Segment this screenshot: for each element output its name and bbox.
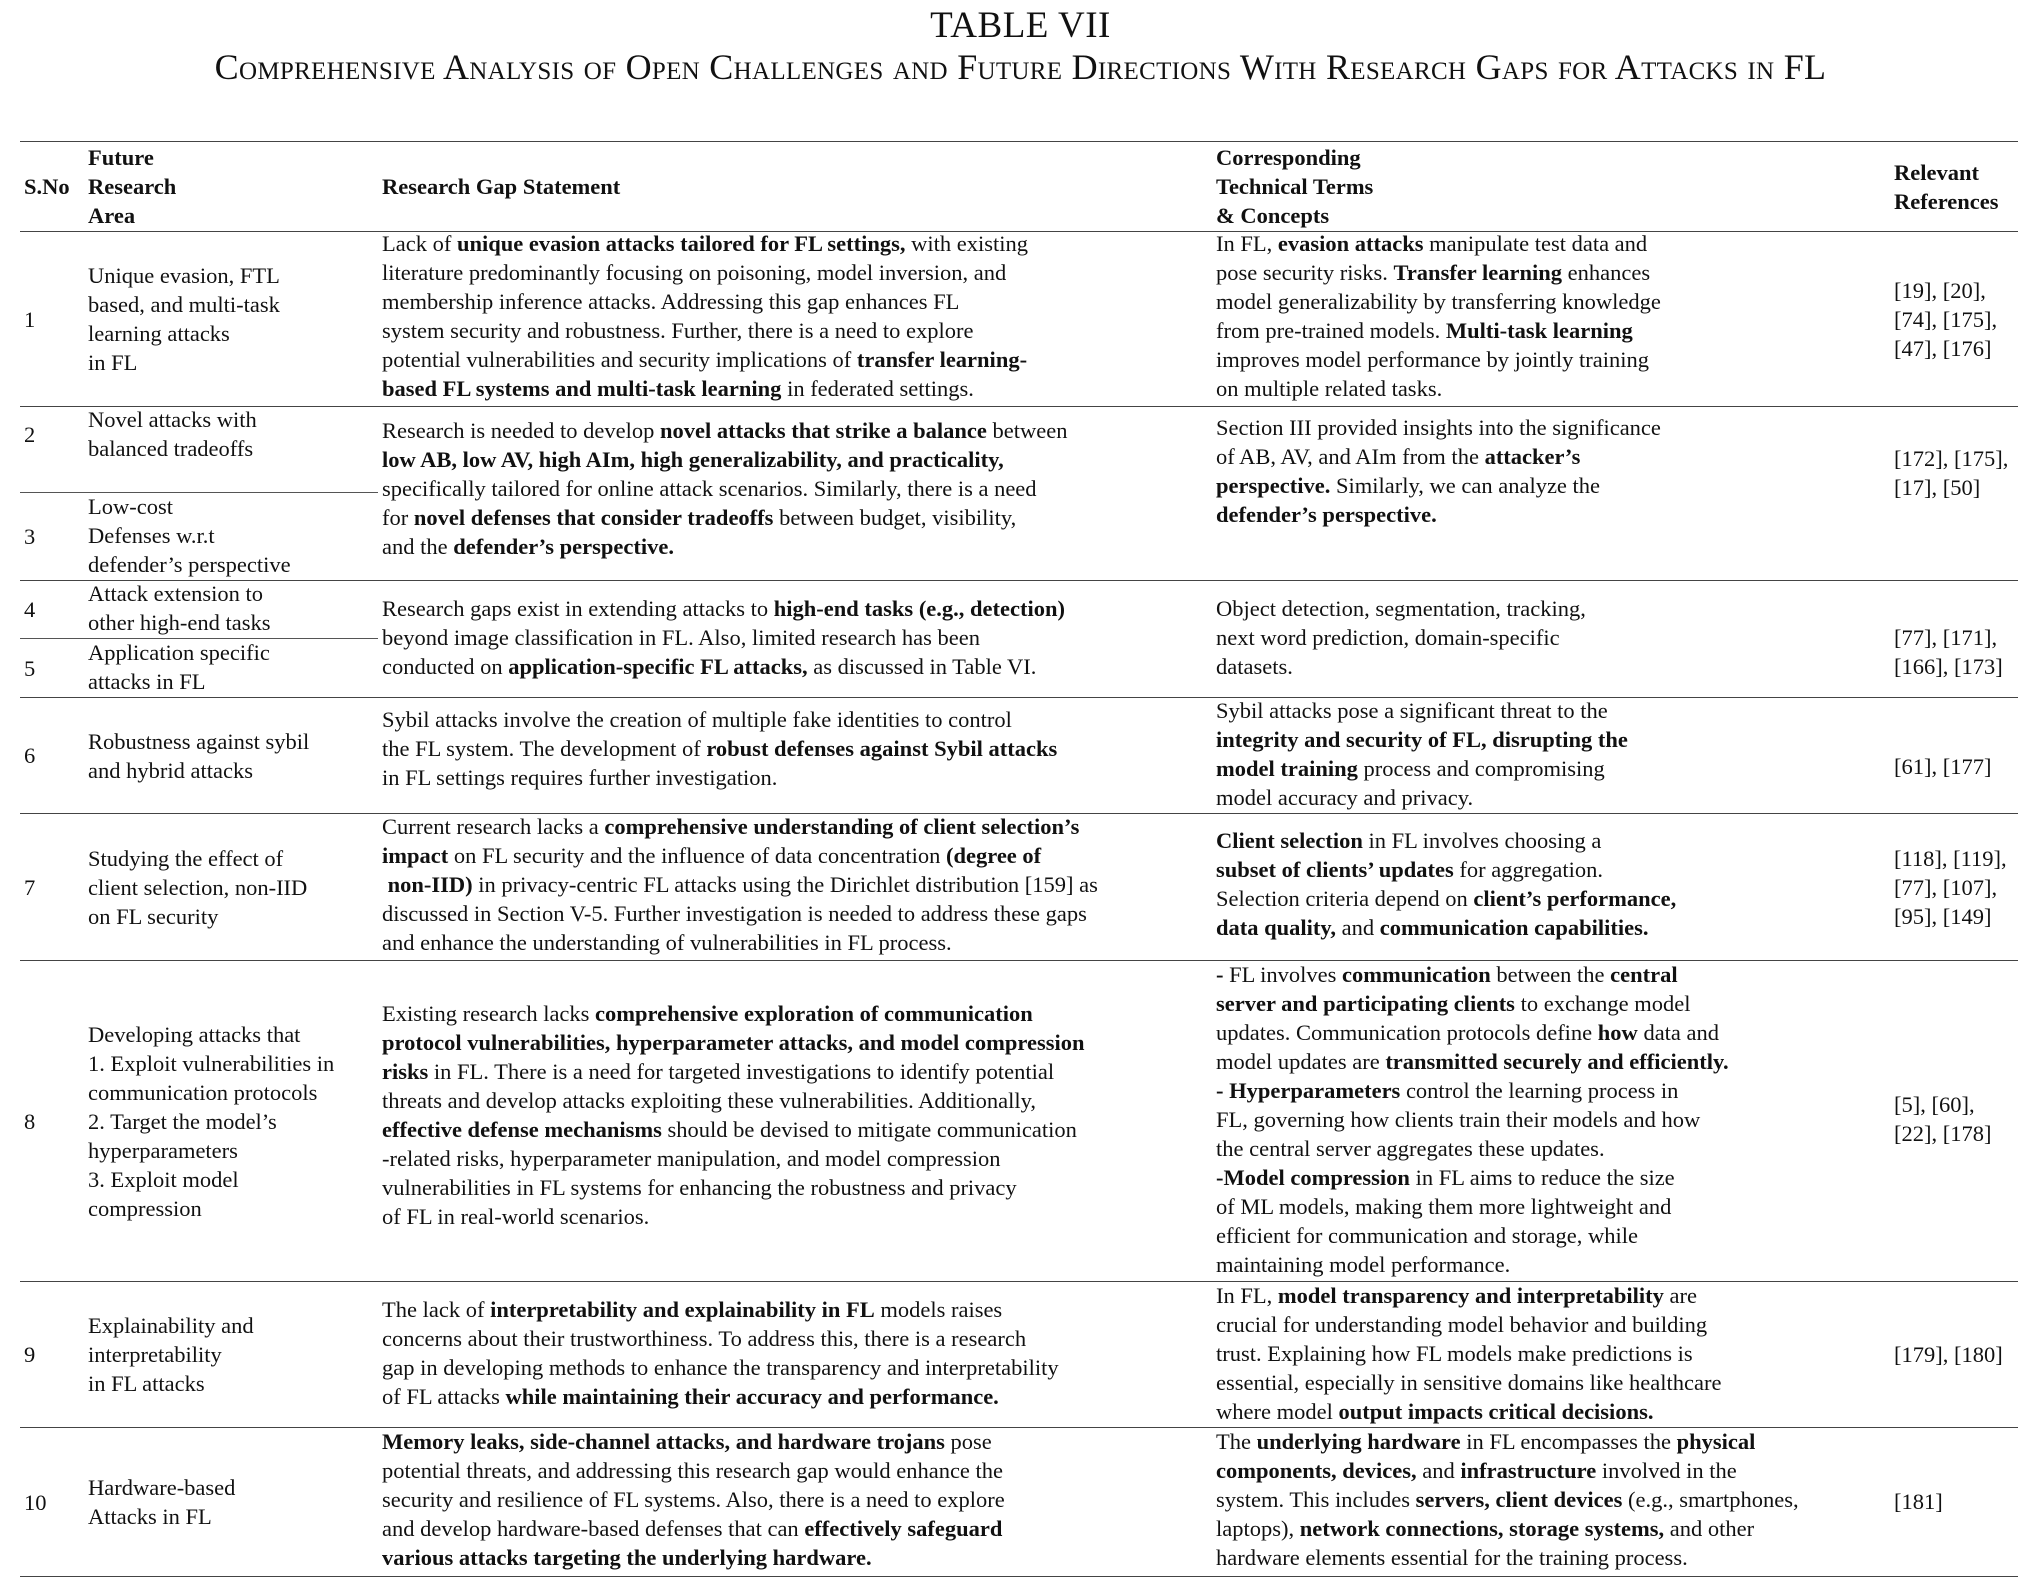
row-2-sno: 2 xyxy=(24,421,36,447)
row-rule xyxy=(20,580,2018,581)
row-2-3-refs: [172], [175], [17], [50] xyxy=(1894,445,2009,500)
row-9-terms: In FL, model transparency and interpretability are crucial for understanding model behavior and building trust. Explaining how FL models make predictions is essential, especially in sensitive domains like healthcare where model output impacts critical decisions. xyxy=(1216,1282,1722,1424)
header-refs: Relevant References xyxy=(1894,159,1999,214)
row-10-terms: The underlying hardware in FL encompasses the physical components, devices, and infrastructure involved in the system. This includes servers, client devices (e.g., smartphones, laptops), network connections, storage systems, and other hardware elements essential for the training process. xyxy=(1216,1428,1799,1570)
table-number: TABLE VII xyxy=(930,5,1111,46)
row-10-area: Hardware-based Attacks in FL xyxy=(88,1475,236,1529)
row-5-sno: 5 xyxy=(24,655,36,681)
row-10-refs: [181] xyxy=(1894,1488,1943,1514)
row-7-sno: 7 xyxy=(24,874,36,900)
row-1-sno: 1 xyxy=(24,306,36,332)
row-7-terms: Client selection in FL involves choosing a subset of clients’ updates for aggregation. Selection criteria depend on client’s performance, data quality, and communication capabilities. xyxy=(1216,828,1677,940)
row-rule xyxy=(20,697,2018,698)
table-caption: Comprehensive Analysis of Open Challenges and Future Directions With Research Gaps for Attacks in FL xyxy=(214,47,1827,87)
row-1-terms: In FL, evasion attacks manipulate test data and pose security risks. Transfer learning enhances model generalizability by transferring knowledge from pre-trained models. Multi-task learning improves model performance by jointly training on multiple related tasks. xyxy=(1216,231,1661,401)
row-1-refs: [19], [20], [74], [175], [47], [176] xyxy=(1894,277,1998,361)
row-9-refs: [179], [180] xyxy=(1894,1341,2003,1367)
row-4-area: Attack extension to other high-end tasks xyxy=(88,581,271,635)
row-rule xyxy=(20,406,2018,407)
header-terms: Corresponding Technical Terms & Concepts xyxy=(1216,145,1374,228)
row-6-sno: 6 xyxy=(24,743,36,768)
row-6-refs: [61], [177] xyxy=(1894,753,1992,779)
row-4-5-gap: Research gaps exist in extending attacks to high-end tasks (e.g., detection) beyond image classification in FL. Also, limited research has been conducted on application-specific FL attacks, as discussed in Table VI. xyxy=(382,595,1066,679)
row-1-area: Unique evasion, FTL based, and multi-task learning attacks in FL xyxy=(88,263,280,375)
row-7-gap: Current research lacks a comprehensive understanding of client selection’s impact on FL security and the influence of data concentration (degree of non-IID) in privacy-centric FL attacks using the Dirichlet distribution [159] as discussed in Section V-5. Further investigation is needed to address these gaps and enhance the understanding of vulnerabilities in FL process. xyxy=(382,813,1098,955)
row-10-sno: 10 xyxy=(24,1489,47,1515)
header-area: Future Research Area xyxy=(88,145,177,228)
row-7-area: Studying the effect of client selection, non-IID on FL security xyxy=(88,845,308,929)
row-8-sno: 8 xyxy=(24,1108,36,1134)
row-7-refs: [118], [119], [77], [107], [95], [149] xyxy=(1894,845,2007,929)
header-top-rule xyxy=(20,141,2018,142)
row-3-sno: 3 xyxy=(24,523,36,549)
header-gap: Research Gap Statement xyxy=(382,174,621,199)
row-8-gap: Existing research lacks comprehensive exploration of communication protocol vulnerabilities, hyperparameter attacks, and model compression risks in FL. There is a need for targeted investigations to identify potential threats and develop attacks exploiting these vulnerabilities. Additionally, effective defense mechanisms should be devised to mitigate communication -related risks, hyperparameter manipulation, and model compression vulnerabilities in FL systems for enhancing the robustness and privacy of FL in real-world scenarios. xyxy=(382,1001,1085,1229)
row-9-gap: The lack of interpretability and explainability in FL models raises concerns about their trustworthiness. To address this, there is a research gap in developing methods to enhance the transparency and interpretability of FL attacks while maintaining their accuracy and performance. xyxy=(382,1297,1059,1409)
row-2-3-terms: Section III provided insights into the significance of AB, AV, and AIm from the attacker’s perspective. Similarly, we can analyze the defender’s perspective. xyxy=(1216,415,1661,527)
row-6-area: Robustness against sybil and hybrid attacks xyxy=(88,728,310,783)
row-5-area: Application specific attacks in FL xyxy=(88,640,270,694)
row-4-5-refs: [77], [171], [166], [173] xyxy=(1894,625,2003,679)
header-sno: S.No xyxy=(24,174,70,199)
row-2-area: Novel attacks with balanced tradeoffs xyxy=(88,407,257,461)
row-8-terms: - FL involves communication between the central server and participating clients to exchange model updates. Communication protocols define how data and model updates are transmitted securely and efficiently. - Hyperparameters control the learning process in FL, governing how clients train their models and how the central server aggregates these updates. -Model compression in FL aims to reduce the size of ML models, making them more lightweight and efficient for communication and storage, while maintaining model performance. xyxy=(1216,961,1729,1277)
row-2-3-gap: Research is needed to develop novel attacks that strike a balance between low AB, low AV, high AIm, high generalizability, and practicality, specifically tailored for online attack scenarios. Similarly, there is a need for novel defenses that consider tradeoffs between budget, visibility, and the defender’s perspective. xyxy=(382,417,1068,559)
row-9-area: Explainability and interpretability in FL attacks xyxy=(88,1313,254,1396)
row-3-area: Low-cost Defenses w.r.t defender’s perspective xyxy=(88,493,291,577)
row-10-gap: Memory leaks, side-channel attacks, and hardware trojans pose potential threats, and addressing this research gap would enhance the security and resilience of FL systems. Also, there is a need to explore and develop hardware-based defenses that can effectively safeguard various attacks targeting the underlying hardware. xyxy=(382,1428,1005,1570)
row-8-refs: [5], [60], [22], [178] xyxy=(1894,1092,1992,1146)
row-6-gap: Sybil attacks involve the creation of multiple fake identities to control the FL system. The development of robust defenses against Sybil attacks in FL settings requires further investigation. xyxy=(382,706,1058,790)
row-4-5-terms: Object detection, segmentation, tracking, next word prediction, domain-specific datasets. xyxy=(1216,595,1586,679)
table-bottom-rule xyxy=(20,1576,2018,1577)
row-8-area: Developing attacks that 1. Exploit vulnerabilities in communication protocols 2. Target the model’s hyperparameters 3. Exploit model compression xyxy=(88,1021,335,1221)
row-1-gap: Lack of unique evasion attacks tailored for FL settings, with existing literature predominantly focusing on poisoning, model inversion, and membership inference attacks. Addressing this gap enhances FL system security and robustness. Further, there is a need to explore potential vulnerabilities and security implications of transfer learning- based FL systems and multi-task learning in federated settings. xyxy=(382,231,1029,401)
row-4-sno: 4 xyxy=(24,596,36,622)
row-6-terms: Sybil attacks pose a significant threat to the integrity and security of FL, disrupting the model training process and compromising model accuracy and privacy. xyxy=(1216,698,1628,810)
row-9-sno: 9 xyxy=(24,1342,36,1367)
